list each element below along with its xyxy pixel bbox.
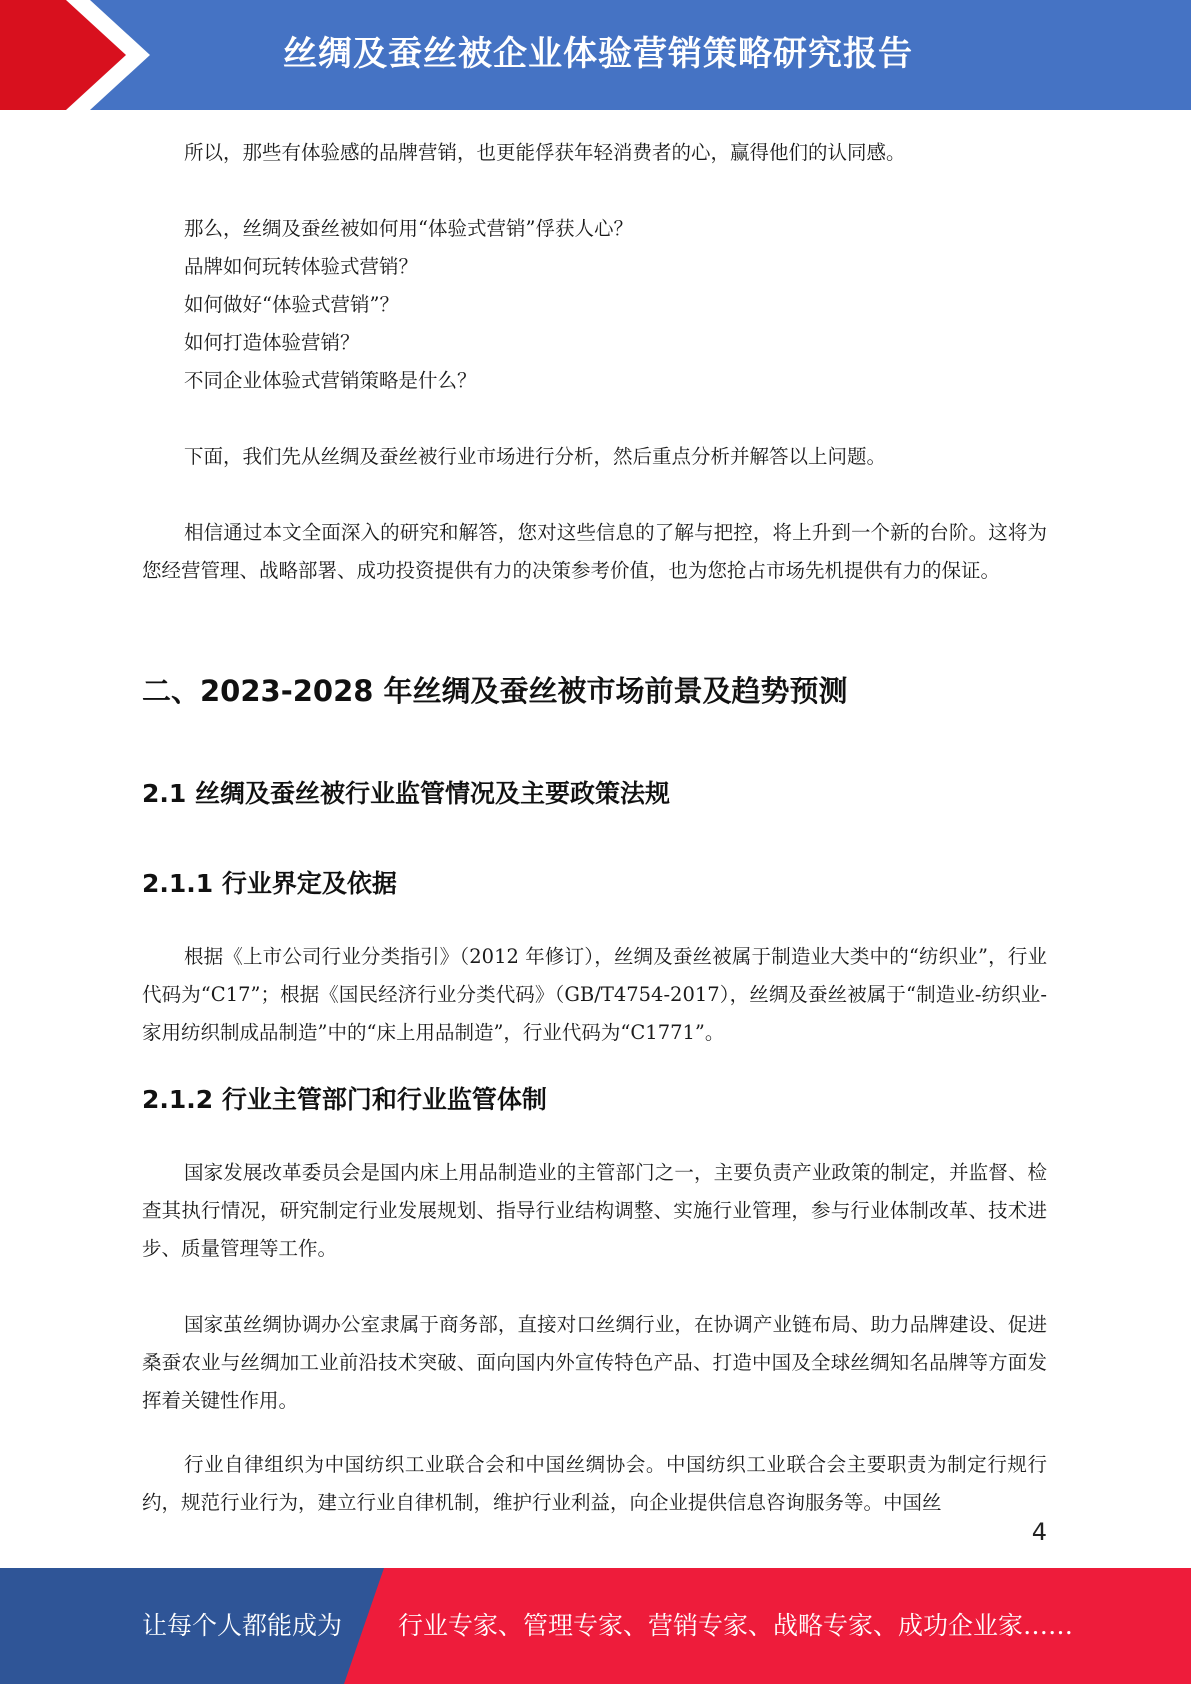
question-line-5: 不同企业体验式营销策略是什么？ [184,369,477,392]
paragraph-silk-office: 国家茧丝绸协调办公室隶属于商务部，直接对口丝绸行业，在协调产业链布局、助力品牌建设、促进桑蚕农业与丝绸加工业前沿技术突破、面向国内外宣传特色产品、打造中国及全球丝绸知名品牌等方面发挥着关键性作用。 [142,1313,1047,1412]
question-line-4: 如何打造体验营销？ [184,331,360,354]
question-line-2: 品牌如何玩转体验式营销？ [184,255,419,278]
paragraph-industry-definition: 根据《上市公司行业分类指引》（2012 年修订），丝绸及蚕丝被属于制造业大类中的“纺织业”，行业代码为“C17”；根据《国民经济行业分类代码》（GB/T4754-2017），丝绸及蚕丝被属于“制造业-纺织业-家用纺织制成品制造”中的“床上用品制造”，行业代码为“C1771”。 [142,945,1047,1044]
subsection-heading-2-1-1: 2.1.1 行业界定及依据 [142,869,397,898]
subsection-heading-2-1-2: 2.1.2 行业主管部门和行业监管体制 [142,1085,547,1114]
question-line-3: 如何做好“体验式营销”？ [184,293,399,316]
paragraph-ndrc: 国家发展改革委员会是国内床上用品制造业的主管部门之一，主要负责产业政策的制定，并监督、检查其执行情况，研究制定行业发展规划、指导行业结构调整、实施行业管理，参与行业体制改革、技术进步、质量管理等工作。 [142,1161,1047,1260]
page-number: 4 [1031,1518,1047,1546]
section-heading: 二、2023-2028 年丝绸及蚕丝被市场前景及趋势预测 [142,674,848,708]
header-banner [0,0,1191,110]
footer-slogan-right: 行业专家、管理专家、营销专家、战略专家、成功企业家…… [398,1611,1074,1640]
paragraph-brand-experience: 所以，那些有体验感的品牌营销，也更能俘获年轻消费者的心，赢得他们的认同感。 [184,141,906,164]
footer-banner [0,1568,1191,1684]
paragraph-value-statement: 相信通过本文全面深入的研究和解答，您对这些信息的了解与把控，将上升到一个新的台阶。这将为您经营管理、战略部署、成功投资提供有力的决策参考价值，也为您抢占市场先机提供有力的保证。 [142,521,1047,582]
header-arrow-decoration [0,0,160,110]
paragraph-analysis-intro: 下面，我们先从丝绸及蚕丝被行业市场进行分析，然后重点分析并解答以上问题。 [184,445,887,468]
footer-slogan-left: 让每个人都能成为 [142,1611,343,1640]
paragraph-industry-associations: 行业自律组织为中国纺织工业联合会和中国丝绸协会。中国纺织工业联合会主要职责为制定行规行约，规范行业行为，建立行业自律机制，维护行业利益，向企业提供信息咨询服务等。中国丝 [142,1453,1047,1514]
question-line-1: 那么，丝绸及蚕丝被如何用“体验式营销”俘获人心？ [184,217,633,240]
subsection-heading-2-1: 2.1 丝绸及蚕丝被行业监管情况及主要政策法规 [142,779,670,808]
document-title: 丝绸及蚕丝被企业体验营销策略研究报告 [283,34,913,74]
